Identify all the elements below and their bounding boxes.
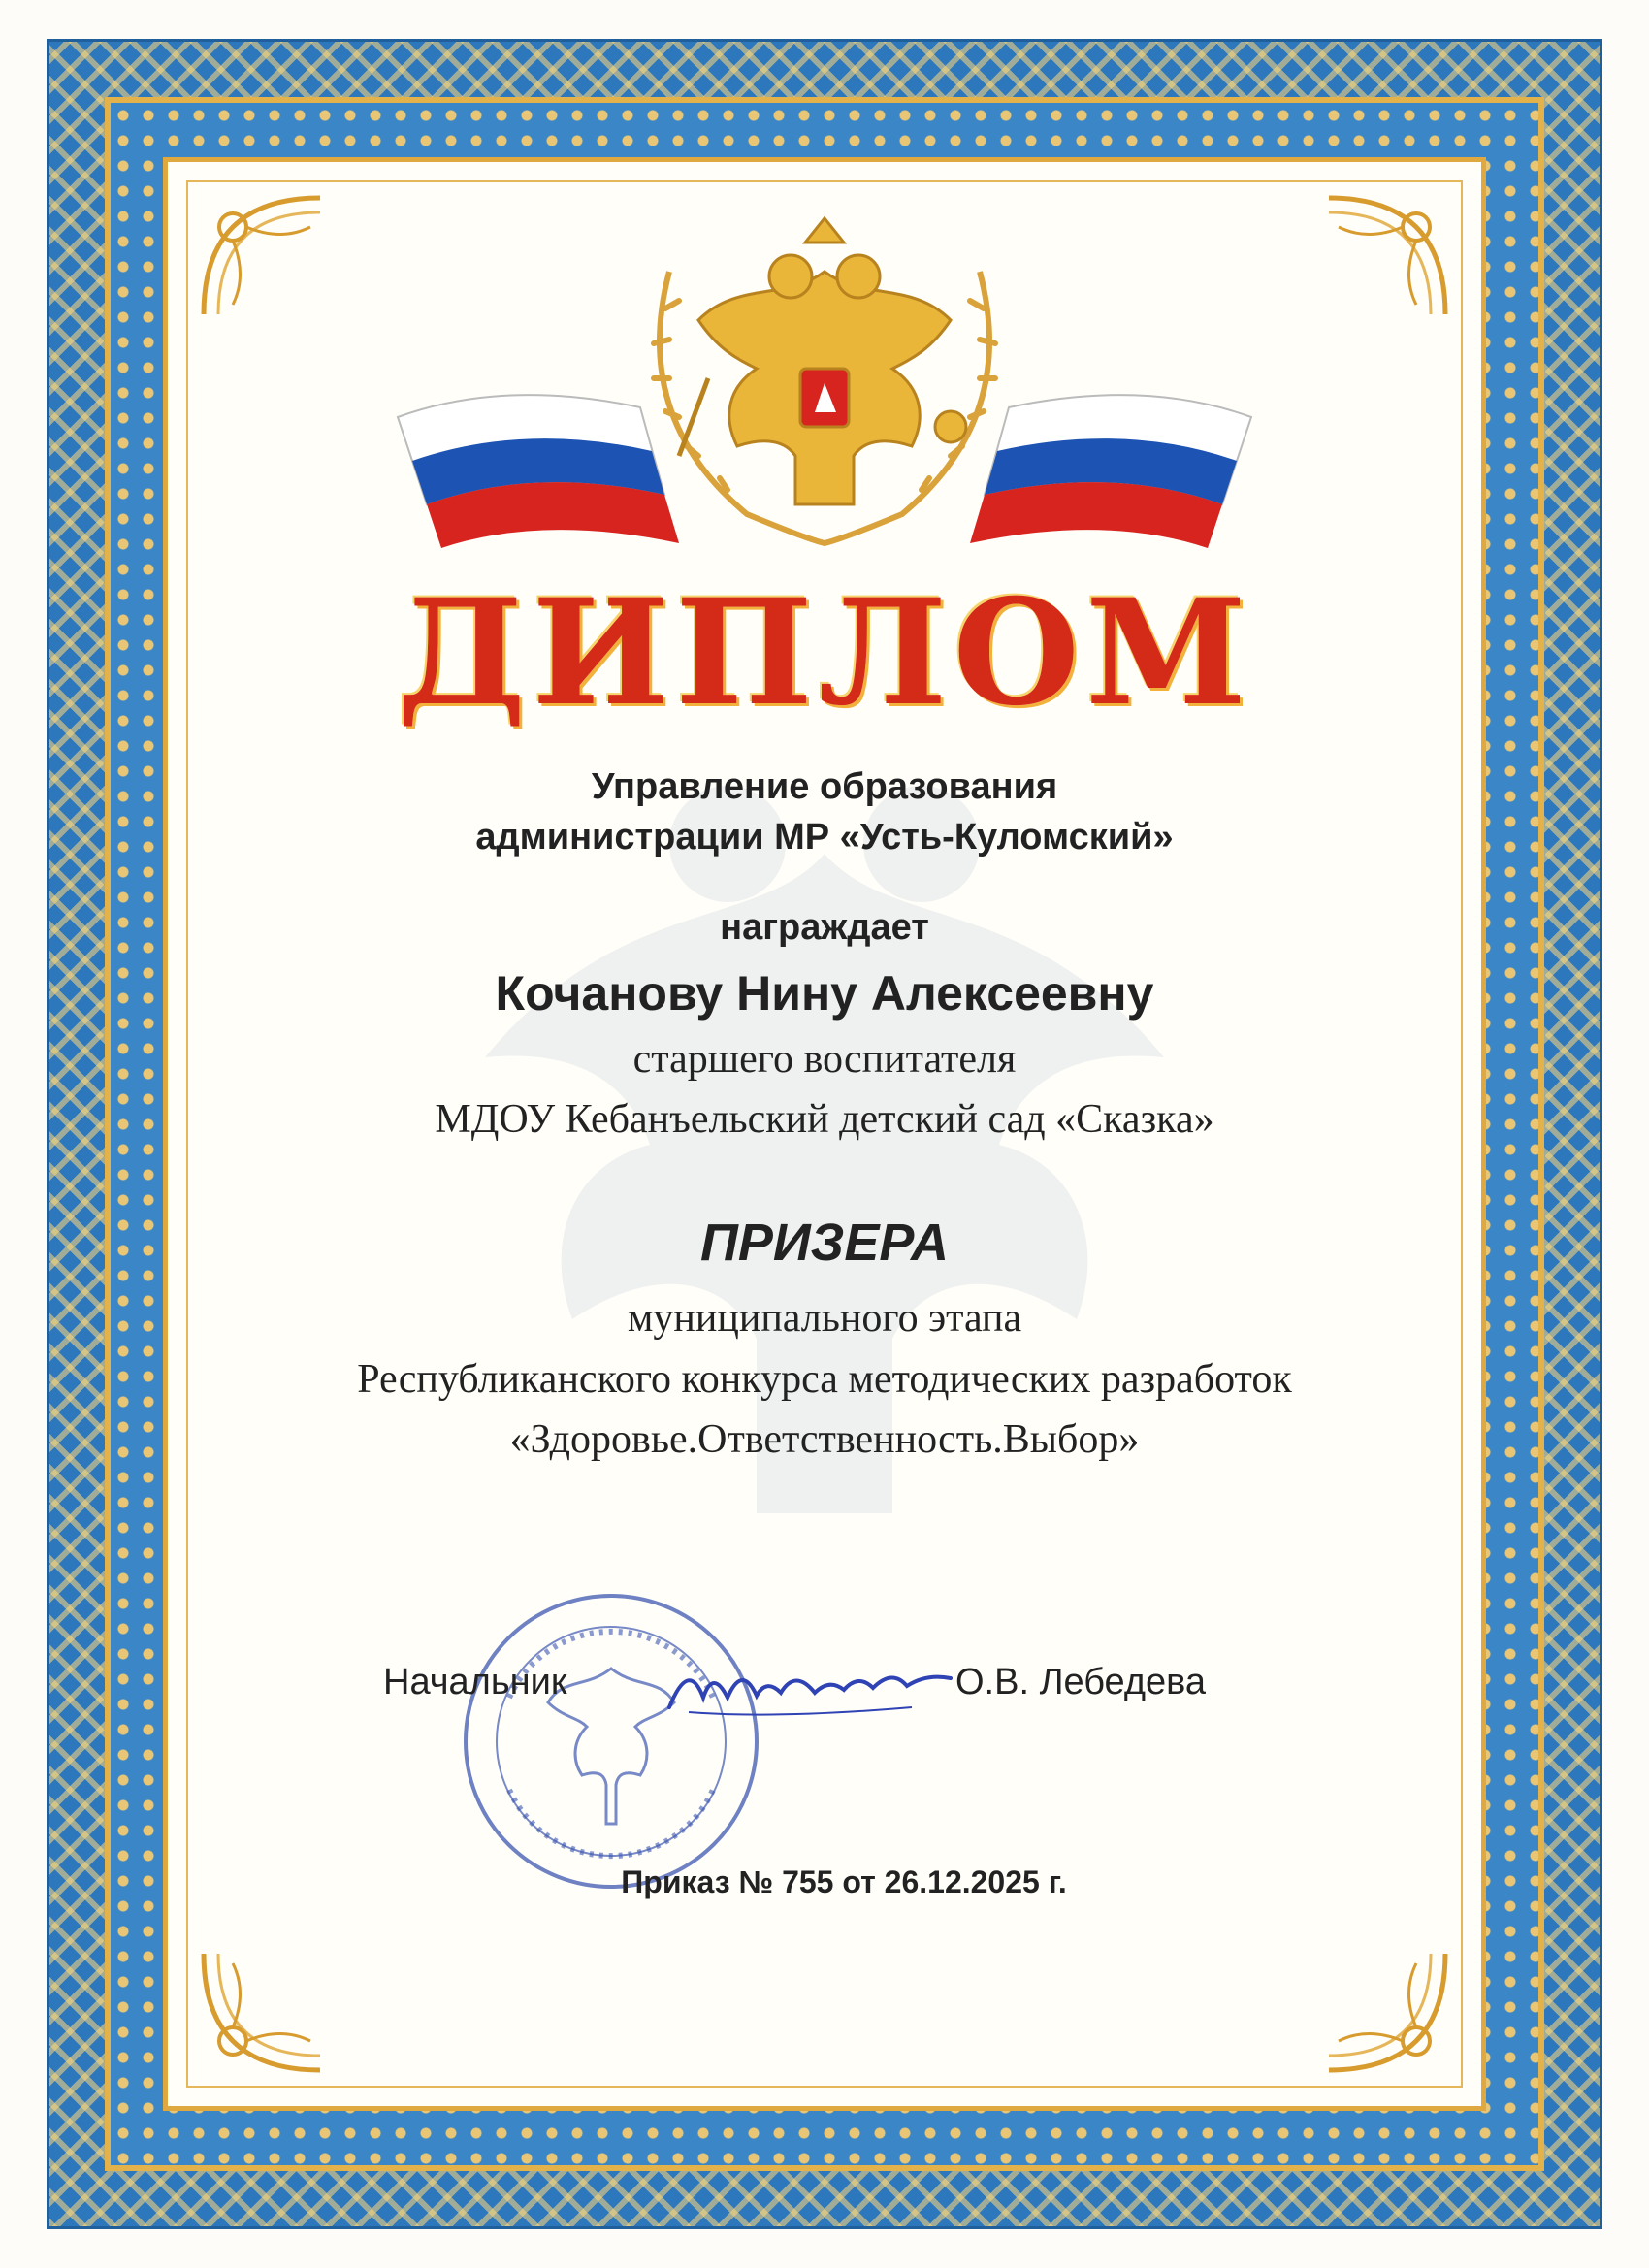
recipient-organization: МДОУ Кебанъельский детский сад «Сказка» xyxy=(435,1097,1214,1142)
issuer-line-2: администрации МР «Усть-Куломский» xyxy=(475,817,1174,858)
contest-slogan: «Здоровье.Ответственность.Выбор» xyxy=(509,1417,1140,1462)
signature-icon xyxy=(660,1639,980,1727)
russian-flag-icon xyxy=(970,395,1251,548)
order-reference: Приказ № 755 от 26.12.2025 г. xyxy=(621,1864,1067,1899)
corner-ornament-icon xyxy=(194,1944,330,2080)
contest-stage: муниципального этапа xyxy=(627,1296,1022,1341)
recipient-position: старшего воспитателя xyxy=(632,1037,1017,1082)
corner-ornament-icon xyxy=(1319,1944,1455,2080)
watermark-eagle-icon xyxy=(407,737,1242,1610)
awards-verb: награждает xyxy=(720,907,929,948)
issuer-line-1: Управление образования xyxy=(591,766,1058,807)
signatory-name: О.В. Лебедева xyxy=(955,1662,1207,1702)
official-seal-icon xyxy=(451,1581,771,1901)
corner-ornament-icon xyxy=(1319,188,1455,324)
diploma-title: ДИПЛОМ xyxy=(396,567,1253,738)
award-rank: ПРИЗЕРА xyxy=(699,1214,950,1272)
signatory-title: Начальник xyxy=(383,1662,567,1702)
russian-coat-of-arms-icon xyxy=(388,204,1261,563)
russian-flag-icon xyxy=(398,395,679,548)
contest-name: Республиканского конкурса методических разработок xyxy=(357,1357,1292,1402)
recipient-name: Кочанову Нину Алексеевну xyxy=(495,966,1154,1021)
corner-ornament-icon xyxy=(194,188,330,324)
